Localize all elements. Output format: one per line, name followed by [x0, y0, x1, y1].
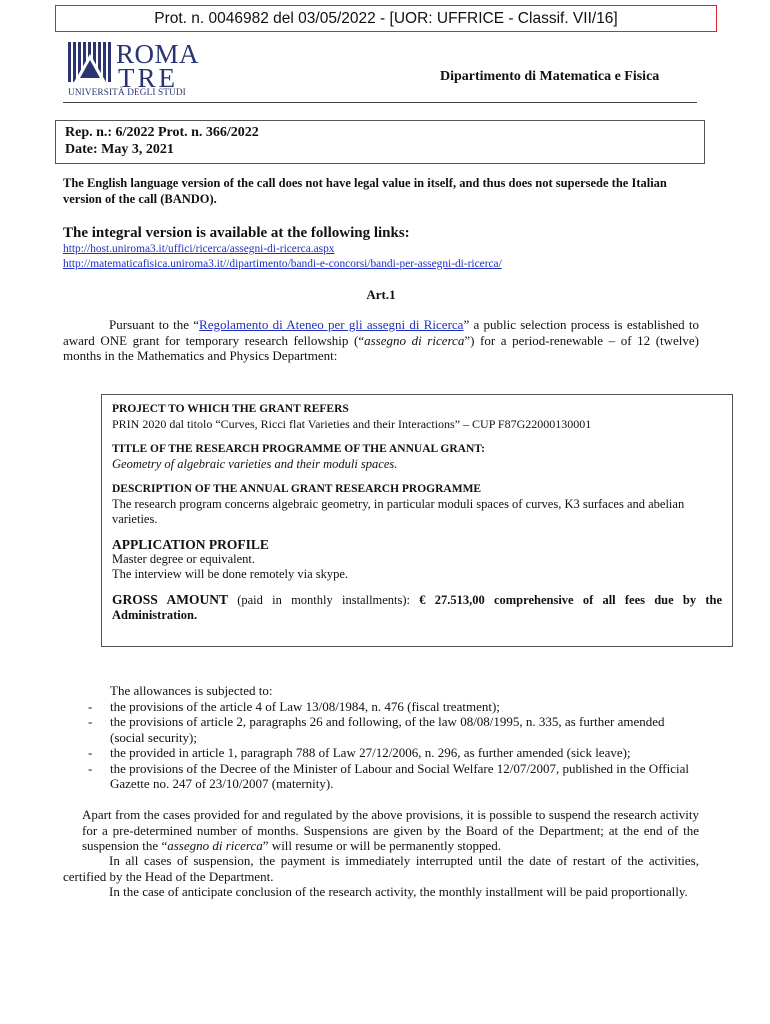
list-item: - the provisions of the Decree of the Minister of Labour and Social Welfare 12/07/2007, published in the Official Gazette no. 247 of 23/10/2007 (maternity). [88, 760, 689, 791]
art-text-before: Pursuant to the “ [109, 317, 200, 332]
rep-number: Rep. n.: 6/2022 Prot. n. 366/2022 [65, 125, 259, 140]
protocol-stamp: Prot. n. 0046982 del 03/05/2022 - [UOR: UFFRICE - Classif. VII/16] [55, 5, 717, 32]
allowances-list [82, 683, 702, 792]
profile-line-1: Master degree or equivalent. [112, 552, 255, 566]
project-value: PRIN 2020 dal titolo “Curves, Ricci flat Varieties and their Interactions” – CUP F87G22000130001 [112, 417, 592, 431]
legal-notice: The English language version of the call does not have legal value in itself, and thus does not supersede the Italian version of the call (BANDO). [63, 176, 667, 206]
art-text-after: ”) for a period-renewable – of 12 (twelve) months in the Mathematics and Physics Department: [63, 332, 699, 363]
list-item: - the provided in article 1, paragraph 788 of Law 27/12/2006, n. 296, as further amended (sick leave); [88, 745, 631, 760]
allowances-intro: The allowances is subjected to: [110, 683, 273, 698]
payment-paragraph: In all cases of suspension, the payment is immediately interrupted until the date of restart of the activities, certified by the Head of the Department. [63, 853, 699, 884]
link-host-uniroma3[interactable]: http://host.uniroma3.it/uffici/ricerca/assegni-di-ricerca.aspx [63, 243, 335, 255]
links-list [63, 242, 699, 271]
art-text-italic: assegno di ricerca [364, 332, 465, 348]
suspension-italic: assegno di ricerca [167, 838, 263, 853]
article-paragraph [63, 317, 699, 364]
title-label: TITLE OF THE RESEARCH PROGRAMME OF THE ANNUAL GRANT: [112, 443, 485, 455]
list-item: - the provisions of article 2, paragraphs 26 and following, of the law 08/08/1995, n. 335, as further amended (social security); [88, 714, 665, 745]
article-title: Art.1 [366, 287, 396, 302]
links-section [63, 224, 699, 271]
grant-details-box [101, 394, 733, 647]
department-name: Dipartimento di Matematica e Fisica [440, 69, 660, 84]
university-logo [66, 40, 216, 100]
profile-label: APPLICATION PROFILE [112, 537, 269, 552]
title-value: Geometry of algebraic varieties and their moduli spaces. [112, 457, 398, 471]
logo-university: UNIVERSITÀ DEGLI STUDI [68, 88, 186, 98]
art-text-mid: ” a public selection process is established to award ONE grant for temporary research fellowship (“ [63, 317, 699, 348]
description-label: DESCRIPTION OF THE ANNUAL GRANT RESEARCH PROGRAMME [112, 483, 482, 495]
suspension-paragraph: Apart from the cases provided for and regulated by the above provisions, it is possible to suspend the research activity for a pre-determined number of months. Suspensions are given by the Board of the Department; at the end of the suspension the “assegno di ricerca” will resume or will be permanently stopped. [82, 807, 699, 853]
rep-date: Date: May 3, 2021 [65, 142, 174, 157]
links-heading: The integral version is available at the following links: [63, 225, 410, 241]
gross-mid: (paid in monthly installments): [228, 593, 420, 607]
link-matematicafisica[interactable]: http://matematicafisica.uniroma3.it//dipartimento/bandi-e-concorsi/bandi-per-assegni-di-ricerca/ [63, 257, 502, 270]
logo-tre: TRE [118, 63, 178, 93]
roma-tre-emblem-icon [66, 40, 114, 86]
gross-label: GROSS AMOUNT [112, 592, 228, 607]
list-item: - the provisions of the article 4 of Law 13/08/1984, n. 476 (fiscal treatment); [88, 698, 500, 714]
project-label: PROJECT TO WHICH THE GRANT REFERS [112, 403, 349, 415]
gross-amount [112, 592, 722, 623]
profile-line-2: The interview will be done remotely via skype. [112, 567, 349, 581]
gross-value: € 27.513,00 comprehensive of all fees due by the Administration. [112, 593, 722, 622]
header-divider [63, 102, 697, 103]
anticipate-paragraph: In the case of anticipate conclusion of the research activity, the monthly installment will be paid proportionally. [109, 884, 688, 899]
description-value: The research program concerns algebraic geometry, in particular moduli spaces of curves, K3 surfaces and abelian varieties. [112, 497, 685, 526]
logo-roma: ROMA [116, 39, 200, 69]
reference-box [55, 120, 705, 164]
regolamento-link[interactable]: Regolamento di Ateneo per gli assegni di Ricerca [199, 317, 464, 332]
